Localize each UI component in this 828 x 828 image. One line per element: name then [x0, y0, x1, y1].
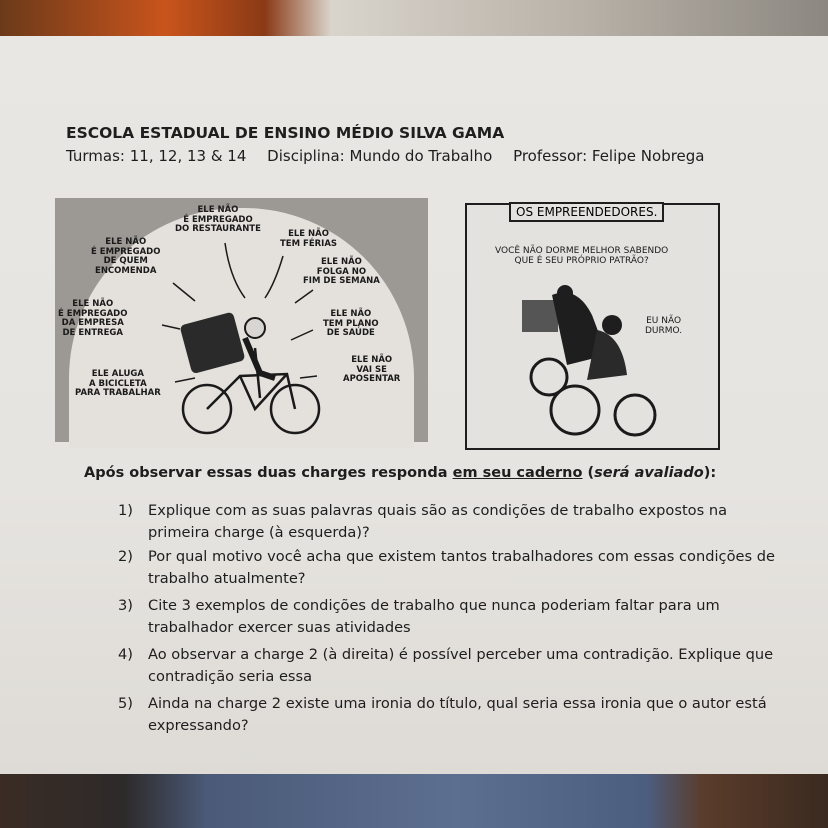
question-text: Ao observar a charge 2 (à direita) é possível perceber uma contradição. Explique que contradição seria essa	[148, 646, 774, 685]
question-number: 5)	[118, 695, 133, 712]
subject: Disciplina: Mundo do Trabalho	[267, 147, 493, 165]
label-bike-rental: ELE ALUGA A BICICLETA PARA TRABALHAR	[75, 369, 161, 398]
classes: Turmas: 11, 12, 13 & 14	[66, 147, 247, 165]
label-weekend: ELE NÃO FOLGA NO FIM DE SEMANA	[303, 257, 380, 286]
label-health-plan: ELE NÃO TEM PLANO DE SAÚDE	[323, 309, 379, 338]
question-number: 1)	[118, 502, 133, 519]
question-number: 3)	[118, 597, 133, 614]
instructions-underlined: em seu caderno	[452, 465, 583, 481]
instructions-italic: será avaliado	[594, 465, 704, 481]
question-item	[118, 546, 778, 590]
teacher: Professor: Felipe Nobrega	[513, 147, 705, 165]
question-number: 2)	[118, 548, 133, 565]
question-text: Ainda na charge 2 existe uma ironia do título, qual seria essa ironia que o autor está expressando?	[148, 695, 767, 734]
label-retirement: ELE NÃO VAI SE APOSENTAR	[343, 355, 401, 384]
instructions-paren: (	[582, 465, 595, 481]
question-text: Cite 3 exemplos de condições de trabalho que nunca poderiam faltar para um trabalhador exercer suas atividades	[148, 597, 720, 636]
cartoon-title: OS EMPREENDEDORES.	[509, 202, 664, 222]
class-info	[66, 147, 721, 165]
question-number: 4)	[118, 646, 133, 663]
cartoon-delivery-worker	[55, 198, 428, 442]
question-text: Explique com as suas palavras quais são as condições de trabalho expostos na primeira charge (à esquerda)?	[148, 502, 728, 541]
instructions-end: ):	[703, 465, 717, 481]
question-item	[118, 595, 778, 639]
question-item	[118, 693, 778, 737]
label-delivery-company: ELE NÃO É EMPREGADO DA EMPRESA DE ENTREGA	[58, 299, 128, 338]
speech-bubble-2: EU NÃO DURMO.	[645, 316, 683, 336]
label-customer: ELE NÃO É EMPREGADO DE QUEM ENCOMENDA	[91, 237, 161, 276]
question-item	[118, 644, 778, 688]
cyclists-drawing	[467, 205, 718, 448]
question-item	[118, 500, 778, 544]
school-name: ESCOLA ESTADUAL DE ENSINO MÉDIO SILVA GAMA	[66, 124, 505, 142]
instructions	[84, 465, 716, 481]
label-vacation: ELE NÃO TEM FÉRIAS	[280, 229, 338, 249]
question-text: Por qual motivo você acha que existem tantos trabalhadores com essas condições de trabalho atualmente?	[148, 548, 775, 587]
delivery-box-icon	[179, 312, 245, 375]
cartoon-entrepreneurs	[465, 203, 720, 450]
instructions-text: Após observar essas duas charges responda	[84, 465, 453, 481]
speech-bubble-1: VOCÊ NÃO DORME MELHOR SABENDO QUE É SEU PRÓPRIO PATRÃO?	[495, 246, 669, 266]
label-restaurant: ELE NÃO É EMPREGADO DO RESTAURANTE	[175, 205, 261, 234]
